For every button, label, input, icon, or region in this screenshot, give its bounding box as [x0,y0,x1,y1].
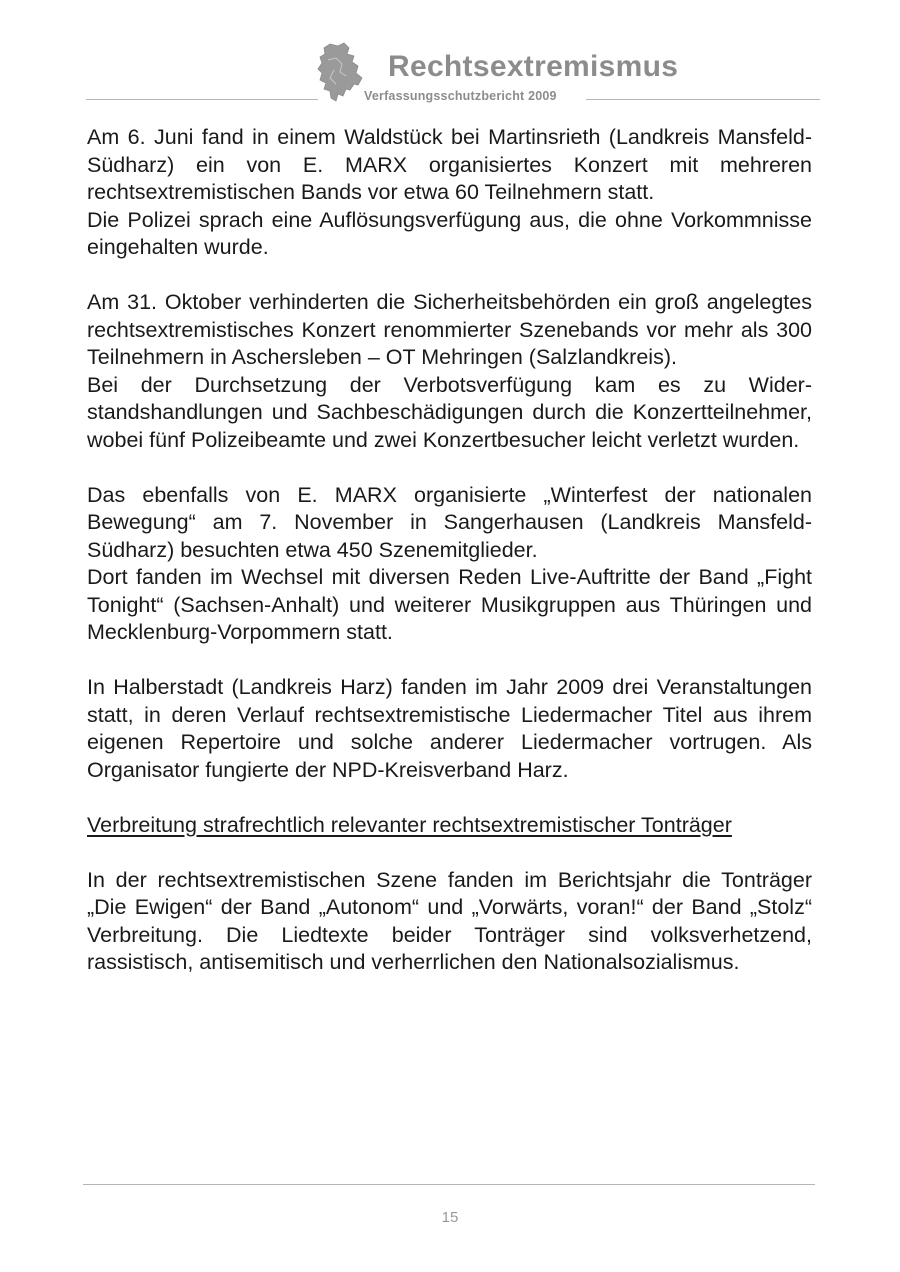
paragraph: Die Polizei sprach eine Auflösungsverfügung aus, die ohne Vorkommnisse eingehalten wurde. [87,207,812,259]
footer-rule [83,1184,815,1185]
section-heading: Verbreitung strafrechtlich relevanter rechtsextremistischer Tonträger [87,812,732,837]
paragraph: In Halberstadt (Landkreis Harz) fanden im Jahr 2009 drei Veranstaltungen statt, in deren Verlauf rechtsextremistische Liedermacher Titel aus ihrem eigenen Repertoire und solche anderer Liedermacher vortrugen. Als Organisator fungierte der NPD-Kreisverband Harz. [87,675,812,782]
paragraph: Bei der Durchsetzung der Verbotsverfügung kam es zu Widerstandshandlungen und Sachbeschädigungen durch die Konzertteilnehmer, wobei fünf Polizeibeamte und zwei Konzertbesucher leicht verletzt wurden. [87,372,812,452]
paragraph: Das ebenfalls von E. MARX organisierte „Winterfest der nationalen Bewegung“ am 7. November in Sangerhausen (Landkreis Mansfeld-Südharz) besuchten etwa 450 Szenemitglieder. [87,482,812,562]
header-rule-right [586,99,820,100]
paragraph: Dort fanden im Wechsel mit diversen Reden Live-Auftritte der Band „Fight Tonight“ (Sachsen-Anhalt) und weiterer Musikgruppen aus Thüringen und Mecklenburg-Vorpommern statt. [87,565,812,644]
header-title: Rechtsextremismus [388,50,679,83]
body-text [87,124,812,977]
page-number: 15 [441,1209,459,1226]
page-header [0,0,900,110]
saxony-anhalt-map-icon [316,42,364,104]
header-subtitle: Verfassungsschutzbericht 2009 [364,89,557,103]
paragraph: Am 6. Juni fand in einem Waldstück bei Martinsrieth (Landkreis Mansfeld-Südharz) ein von E. MARX organisiertes Konzert mit mehreren rechtsextremistischen Bands vor etwa 60 Teilnehmern statt. [87,125,812,204]
paragraph: In der rechtsextremistischen Szene fanden im Berichtsjahr die Tonträger „Die Ewigen“ der Band „Autonom“ und „Vorwärts, voran!“ der Band „Stolz“ Verbreitung. Die Liedtexte beider Tonträger sind volksverhetzend, rassistisch, antisemitisch und verherrlichen den Nationalsozialismus. [87,867,812,974]
header-rule-left [86,99,318,100]
paragraph: Am 31. Oktober verhinderten die Sicherheitsbehörden ein groß angelegtes rechtsextremistisches Konzert renommierter Szenebands vor mehr als 300 Teilnehmern in Aschersleben – OT Mehringen (Salzlandkreis). [87,290,812,369]
